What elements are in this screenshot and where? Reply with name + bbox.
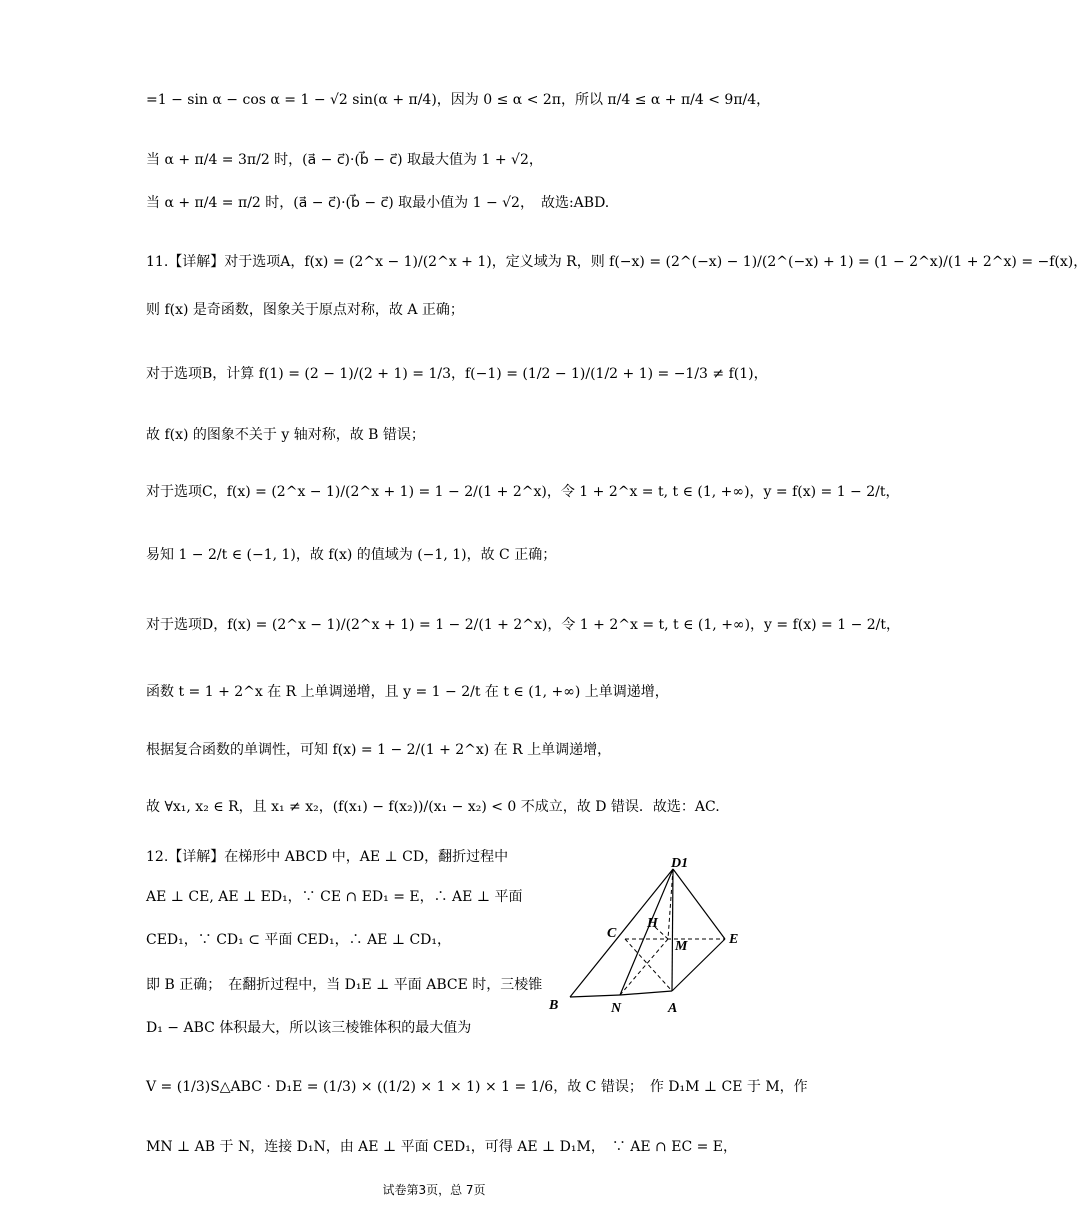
- label-h: H: [647, 916, 658, 931]
- text-line: MN ⊥ AB 于 N，连接 D₁N，由 AE ⊥ 平面 CED₁，可得 AE ⊥ D₁M， ∵ AE ∩ EC = E，: [146, 1139, 738, 1155]
- text-line: 函数 t = 1 + 2^x 在 R 上单调递增，且 y = 1 − 2/t 在 t ∈ (1, +∞) 上单调递增，: [146, 684, 669, 700]
- text-line: =1 − sin α − cos α = 1 − √2 sin(α + π/4)，因为 0 ≤ α < 2π，所以 π/4 ≤ α + π/4 < 9π/4，: [146, 92, 771, 108]
- text-line: 11.【详解】对于选项A，f(x) = (2^x − 1)/(2^x + 1)，定义域为 R，则 f(−x) = (2^(−x) − 1)/(2^(−x) + 1) = (1 − 2^x)/(1 + 2^x) = −f(x)，: [146, 254, 1087, 270]
- label-d1: D1: [671, 856, 689, 871]
- text-line: 则 f(x) 是奇函数，图象关于原点对称，故 A 正确；: [146, 302, 464, 318]
- text-line: V = (1/3)S△ABC · D₁E = (1/3) × ((1/2) × 1 × 1) × 1 = 1/6，故 C 错误； 作 D₁M ⊥ CE 于 M，作: [146, 1079, 808, 1095]
- text-line: 故 ∀x₁, x₂ ∈ R，且 x₁ ≠ x₂，(f(x₁) − f(x₂))/(x₁ − x₂) < 0 不成立，故 D 错误．故选：AC.: [146, 799, 720, 815]
- text-line: 易知 1 − 2/t ∈ (−1, 1)，故 f(x) 的值域为 (−1, 1)，故 C 正确；: [146, 547, 557, 563]
- text-line: 对于选项B，计算 f(1) = (2 − 1)/(2 + 1) = 1/3，f(−1) = (1/2 − 1)/(1/2 + 1) = −1/3 ≠ f(1)，: [146, 366, 768, 382]
- text-line: 对于选项D，f(x) = (2^x − 1)/(2^x + 1) = 1 − 2/(1 + 2^x)，令 1 + 2^x = t, t ∈ (1, +∞)，y = f(x) = 1 − 2/t，: [146, 617, 901, 633]
- text-line: 对于选项C，f(x) = (2^x − 1)/(2^x + 1) = 1 − 2/(1 + 2^x)，令 1 + 2^x = t, t ∈ (1, +∞)，y = f(x) = 1 − 2/t，: [146, 484, 900, 500]
- label-m: M: [675, 939, 688, 954]
- label-n: N: [611, 1001, 622, 1016]
- text-line: D₁ − ABC 体积最大，所以该三棱锥体积的最大值为: [146, 1020, 472, 1036]
- text-line: AE ⊥ CE, AE ⊥ ED₁，∵ CE ∩ ED₁ = E，∴ AE ⊥ 平面: [146, 889, 523, 905]
- label-e: E: [729, 932, 739, 947]
- label-c: C: [607, 926, 617, 941]
- text-line: CED₁，∵ CD₁ ⊂ 平面 CED₁，∴ AE ⊥ CD₁，: [146, 932, 452, 948]
- pyramid-figure: [545, 855, 750, 1015]
- text-line: 当 α + π/4 = 3π/2 时，(a⃗ − c⃗)·(b⃗ − c⃗) 取最大值为 1 + √2，: [146, 152, 543, 168]
- text-line: 12.【详解】在梯形中 ABCD 中，AE ⊥ CD，翻折过程中: [146, 849, 509, 865]
- text-line: 根据复合函数的单调性，可知 f(x) = 1 − 2/(1 + 2^x) 在 R 上单调递增，: [146, 742, 612, 758]
- label-b: B: [549, 998, 559, 1013]
- text-line: 即 B 正确； 在翻折过程中，当 D₁E ⊥ 平面 ABCE 时，三棱锥: [146, 977, 543, 993]
- text-line: 故 f(x) 的图象不关于 y 轴对称，故 B 错误；: [146, 427, 425, 443]
- label-a: A: [668, 1001, 678, 1016]
- page-footer: 试卷第3页，总 7页: [382, 1183, 486, 1197]
- text-line: 当 α + π/4 = π/2 时，(a⃗ − c⃗)·(b⃗ − c⃗) 取最小值为 1 − √2， 故选:ABD.: [146, 195, 610, 211]
